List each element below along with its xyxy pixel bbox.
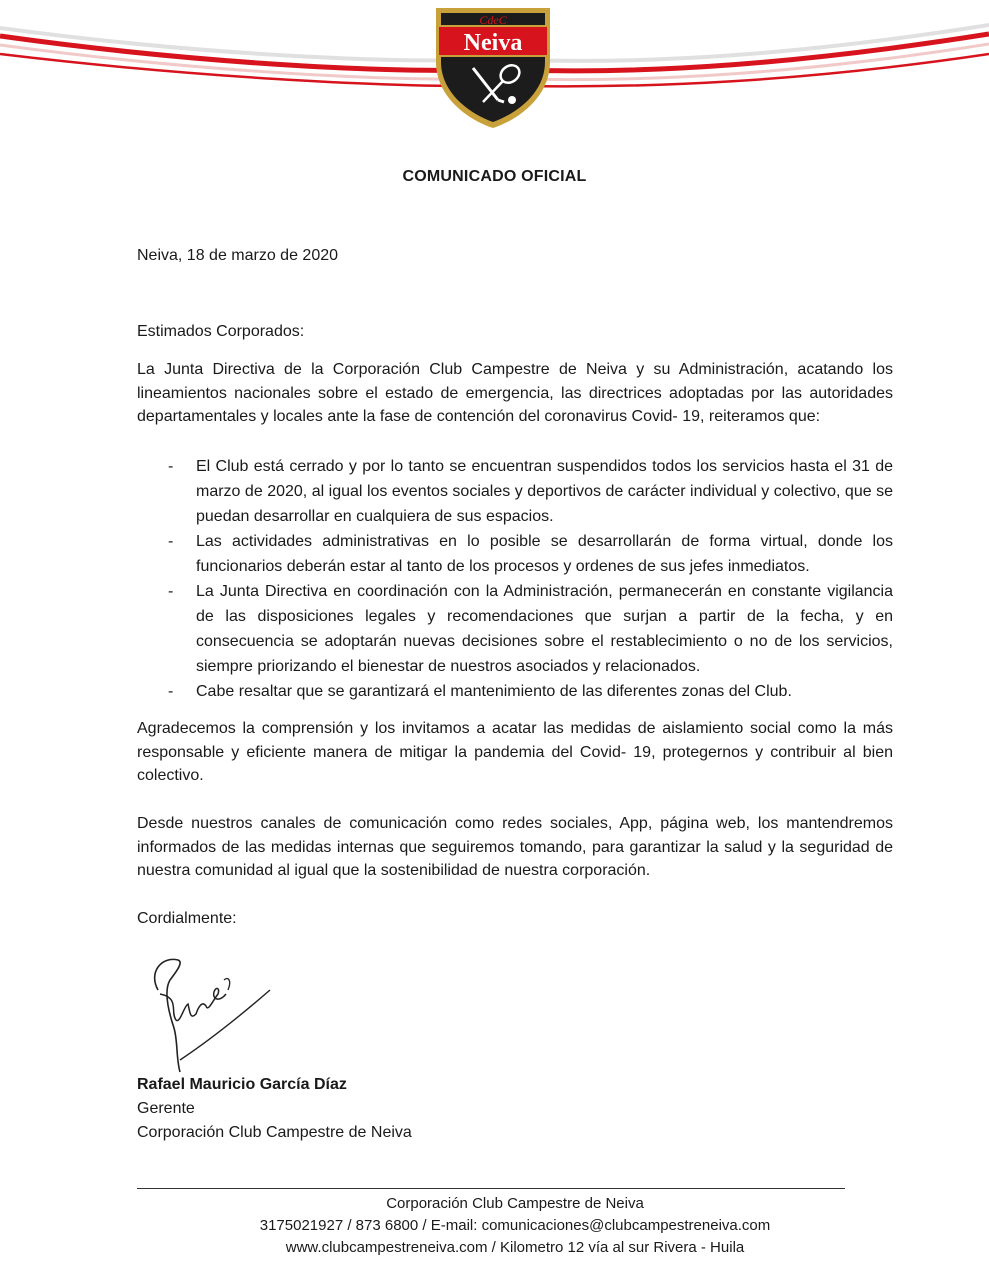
bullet-list <box>137 454 893 704</box>
club-logo <box>428 2 558 132</box>
bullet-item <box>137 529 893 579</box>
salutation: Estimados Corporados: <box>137 323 305 340</box>
signer-org: Corporación Club Campestre de Neiva <box>137 1124 412 1141</box>
bullet-text: El Club está cerrado y por lo tanto se encuentran suspendidos todos los servicios hasta el 31 de marzo de 2020, al igual los eventos sociales y deportivos de carácter individual y colectivo, que se puedan desarrollar en cualquiera de sus espacios. <box>196 458 893 525</box>
closing: Cordialmente: <box>137 910 237 927</box>
footer-line-contact: 3175021927 / 873 6800 / E-mail: comunicaciones@clubcampestreneiva.com <box>259 1217 771 1234</box>
bullet-item <box>137 579 893 679</box>
logo-name-text: Neiva <box>463 30 523 56</box>
footer <box>0 1193 989 1259</box>
thanks-paragraph: Agradecemos la comprensión y los invitamos a acatar las medidas de aislamiento social como la más responsable y eficiente manera de mitigar la pandemia del Covid- 19, protegernos y contribuir al bien colectivo. <box>137 720 893 784</box>
intro-paragraph: La Junta Directiva de la Corporación Club Campestre de Neiva y su Administración, acatando los lineamientos nacionales sobre el estado de emergencia, las directrices adoptadas por las autoridades departamentales y locales ante la fase de contención del coronavirus Covid- 19, reiteramos que: <box>137 361 893 425</box>
footer-line-org: Corporación Club Campestre de Neiva <box>386 1195 644 1212</box>
ball-icon <box>508 96 516 104</box>
bullet-marker: - <box>168 583 174 600</box>
bullet-item <box>137 679 893 704</box>
bullet-marker: - <box>168 533 174 550</box>
footer-line-address: www.clubcampestreneiva.com / Kilometro 12 vía al sur Rivera - Huila <box>285 1239 745 1256</box>
bullet-text: Cabe resaltar que se garantizará el mantenimiento de las diferentes zonas del Club. <box>196 683 792 700</box>
bullet-text: Las actividades administrativas en lo posible se desarrollarán de forma virtual, donde los funcionarios deberán estar al tanto de los procesos y ordenes de sus jefes inmediatos. <box>196 533 893 575</box>
document-title: COMUNICADO OFICIAL <box>402 168 587 185</box>
bullet-marker: - <box>168 458 174 475</box>
signer-name: Rafael Mauricio García Díaz <box>137 1076 347 1093</box>
signer-role: Gerente <box>137 1100 195 1117</box>
signer-block <box>137 1073 412 1145</box>
bullet-marker: - <box>168 683 174 700</box>
bullet-text: La Junta Directiva en coordinación con la Administración, permanecerán en constante vigilancia de las disposiciones legales y recomendaciones que surjan a partir de la fecha, y en consecuencia se adoptarán nuevas decisiones sobre el restablecimiento o no de los servicios, siempre priorizando el bienestar de nuestros asociados y relacionados. <box>196 583 893 675</box>
logo-small-text: CdeC <box>479 13 507 27</box>
channels-paragraph: Desde nuestros canales de comunicación como redes sociales, App, página web, los mantendremos informados de las medidas internas que seguiremos tomando, para garantizar la salud y la seguridad de nuestra comunidad al igual que la sostenibilidad de nuestra corporación. <box>137 815 893 879</box>
bullet-item <box>137 454 893 529</box>
footer-divider <box>137 1188 845 1189</box>
handwritten-signature <box>140 950 280 1075</box>
document-date: Neiva, 18 de marzo de 2020 <box>137 247 339 264</box>
